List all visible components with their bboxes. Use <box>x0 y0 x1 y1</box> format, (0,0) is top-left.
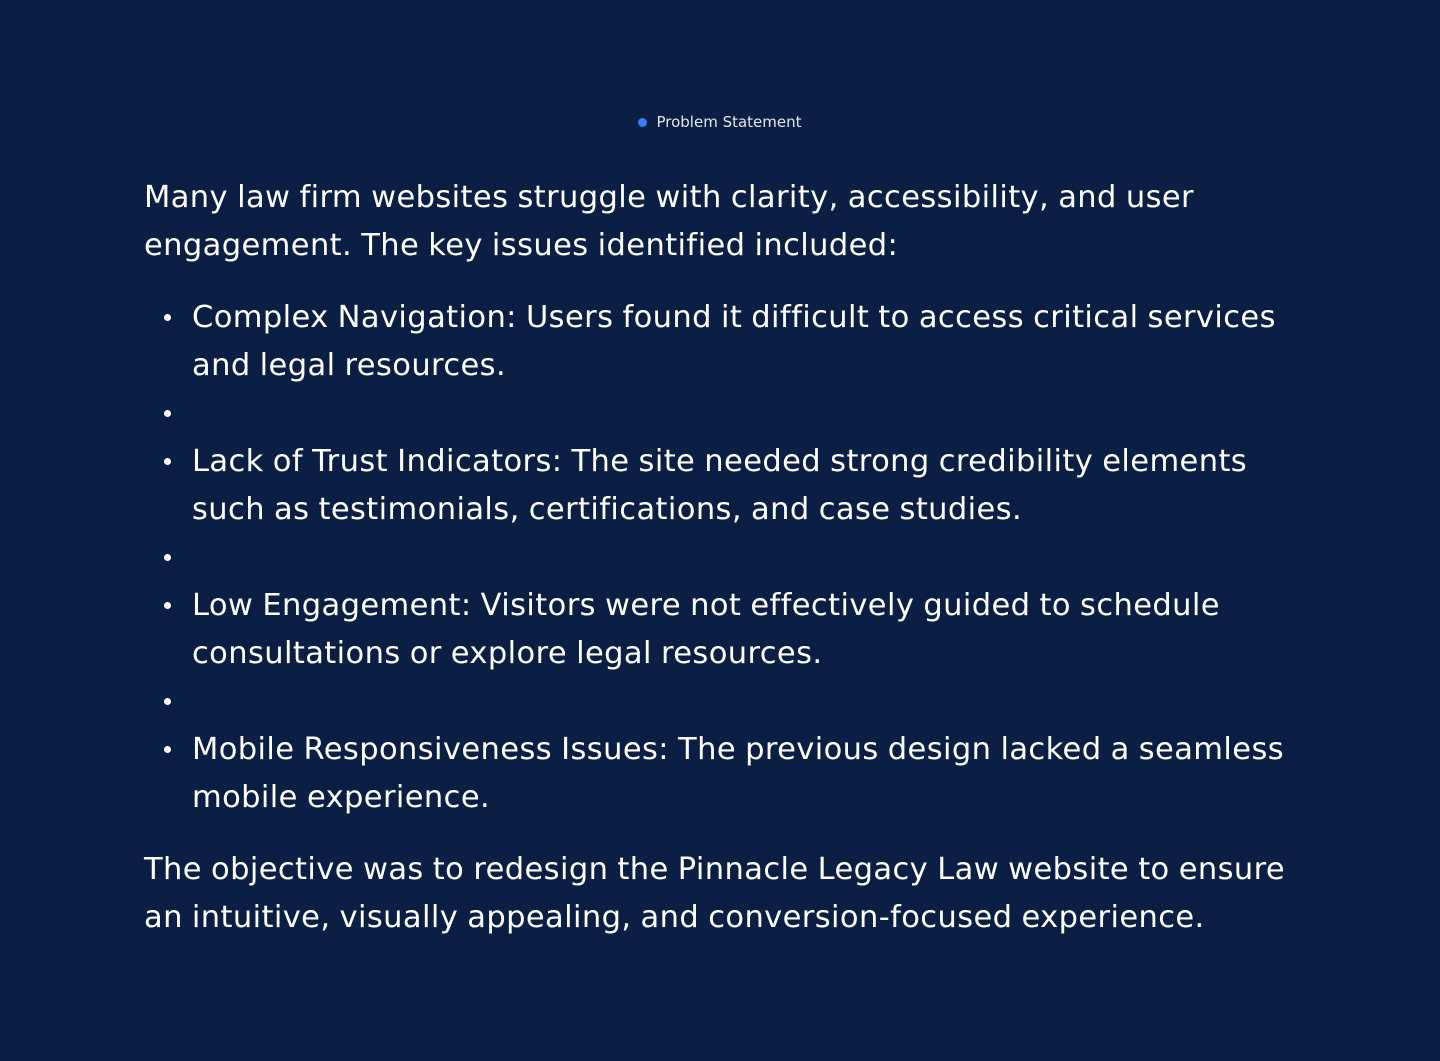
bullet-icon <box>164 746 171 753</box>
list-item-text: Lack of Trust Indicators: The site needed strong credibility elements such as testimonials, certifications, and case studies. <box>192 444 1248 527</box>
list-item <box>144 534 1304 582</box>
list-item <box>144 678 1304 726</box>
list-item-text: Low Engagement: Visitors were not effectively guided to schedule consultations or explore legal resources. <box>192 588 1220 671</box>
section-tag <box>0 112 1440 132</box>
list-item <box>144 726 1304 822</box>
tag-dot-icon <box>638 118 647 127</box>
list-item-text: Mobile Responsiveness Issues: The previous design lacked a seamless mobile experience. <box>192 732 1285 815</box>
list-item <box>144 294 1304 390</box>
section-tag-label: Problem Statement <box>656 113 802 131</box>
list-item <box>144 438 1304 534</box>
issues-list <box>144 294 1304 822</box>
bullet-icon <box>164 410 171 417</box>
intro-paragraph: Many law firm websites struggle with clarity, accessibility, and user engagement. The key issues identified included: <box>144 180 1194 263</box>
bullet-icon <box>164 458 171 465</box>
list-item <box>144 582 1304 678</box>
bullet-icon <box>164 554 171 561</box>
list-item <box>144 390 1304 438</box>
bullet-icon <box>164 314 171 321</box>
list-item-text: Complex Navigation: Users found it difficult to access critical services and legal resources. <box>192 300 1276 383</box>
objective-paragraph: The objective was to redesign the Pinnacle Legacy Law website to ensure an intuitive, visually appealing, and conversion-focused experience. <box>144 852 1286 935</box>
bullet-icon <box>164 698 171 705</box>
bullet-icon <box>164 602 171 609</box>
section-content <box>144 174 1304 942</box>
